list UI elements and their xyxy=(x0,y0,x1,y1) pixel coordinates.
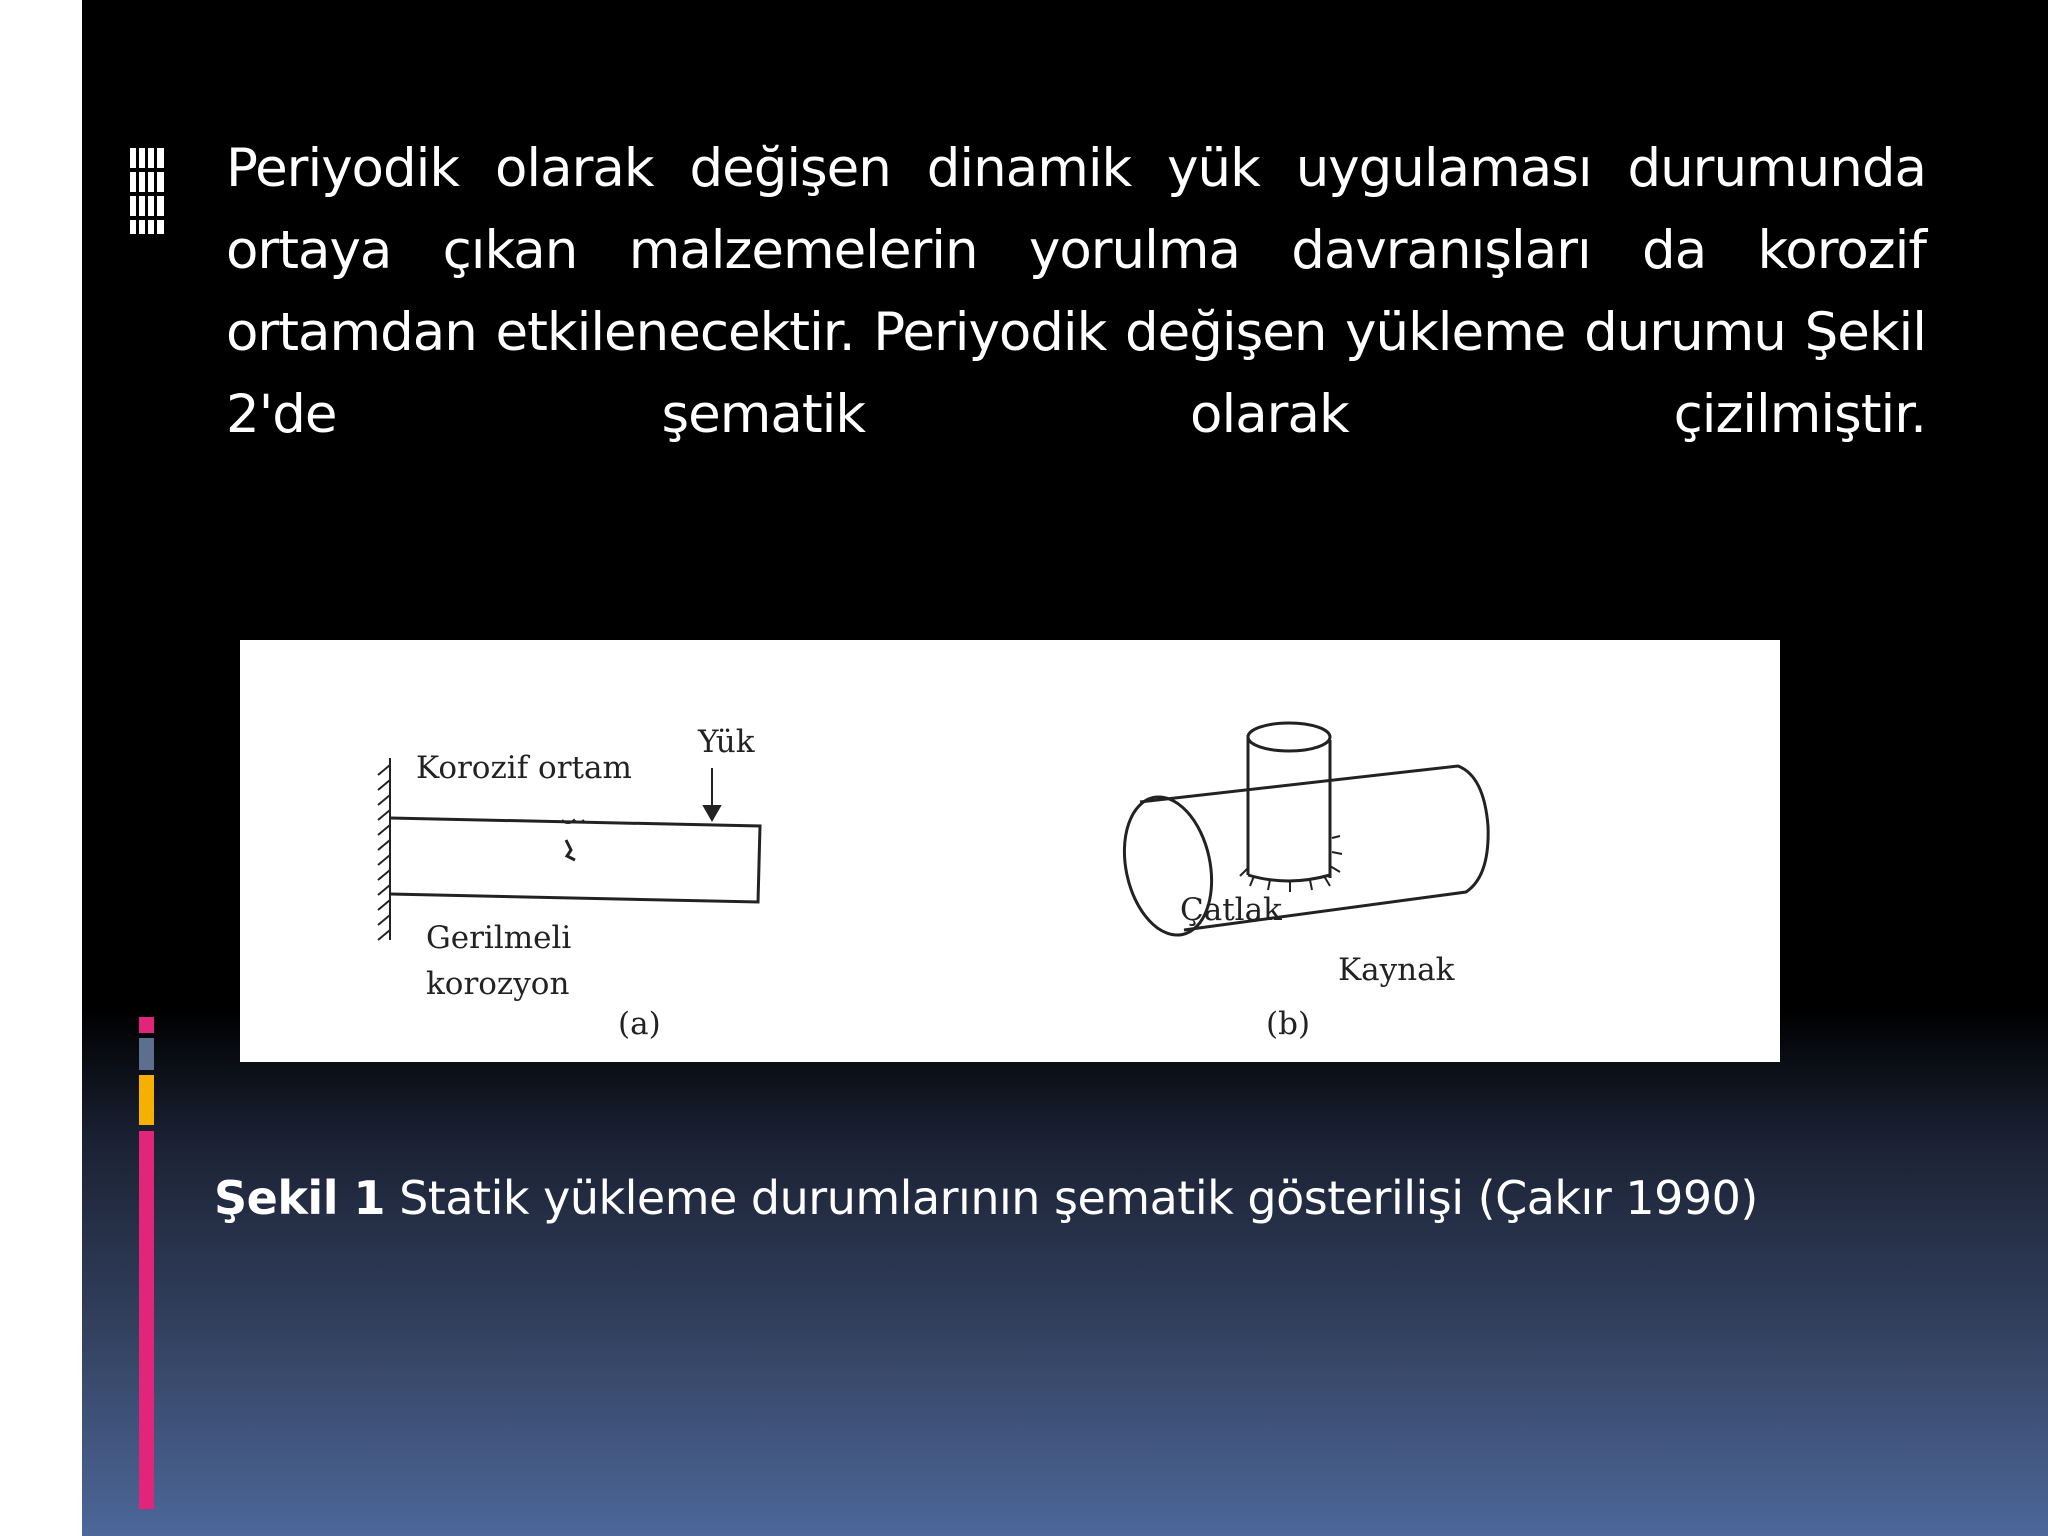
label-panel-b: (b) xyxy=(1266,1006,1311,1042)
grid-decoration-icon xyxy=(130,148,164,234)
left-margin-strip xyxy=(0,0,82,1536)
pipe-drawing xyxy=(1112,723,1488,943)
label-gerilmeli: Gerilmeli xyxy=(426,920,572,956)
accent-bar-gray xyxy=(139,1038,154,1070)
caption-label: Şekil 1 xyxy=(214,1171,385,1225)
accent-bar-pink-small xyxy=(139,1017,154,1033)
wall-hatch xyxy=(378,758,390,940)
label-kaynak: Kaynak xyxy=(1338,952,1455,988)
label-korozyon: korozyon xyxy=(426,966,570,1002)
label-panel-a: (a) xyxy=(618,1006,661,1042)
load-arrow xyxy=(704,768,720,820)
caption-text: Statik yükleme durumlarının şematik gösterilişi (Çakır 1990) xyxy=(384,1171,1758,1225)
slide-body-text: Periyodik olarak değişen dinamik yük uygulaması durumunda ortaya çıkan malzemelerin yorulma davranışları da korozif ortamdan etkilenecektir. Periyodik değişen yükleme durumu Şekil 2'de şematik olarak çizilmiştir. xyxy=(226,138,1926,445)
label-korozif-ortam: Korozif ortam xyxy=(416,750,632,786)
weld-mark xyxy=(1240,836,1342,892)
figure-diagram xyxy=(240,640,1780,1062)
accent-bar-pink xyxy=(139,1131,154,1509)
label-yuk: Yük xyxy=(698,724,755,760)
accent-bar-orange xyxy=(139,1075,154,1125)
figure-caption xyxy=(214,1168,1914,1228)
figure-image xyxy=(240,640,1780,1062)
label-catlak: Çatlak xyxy=(1180,892,1282,928)
corrosion-crack-mark xyxy=(562,820,584,860)
